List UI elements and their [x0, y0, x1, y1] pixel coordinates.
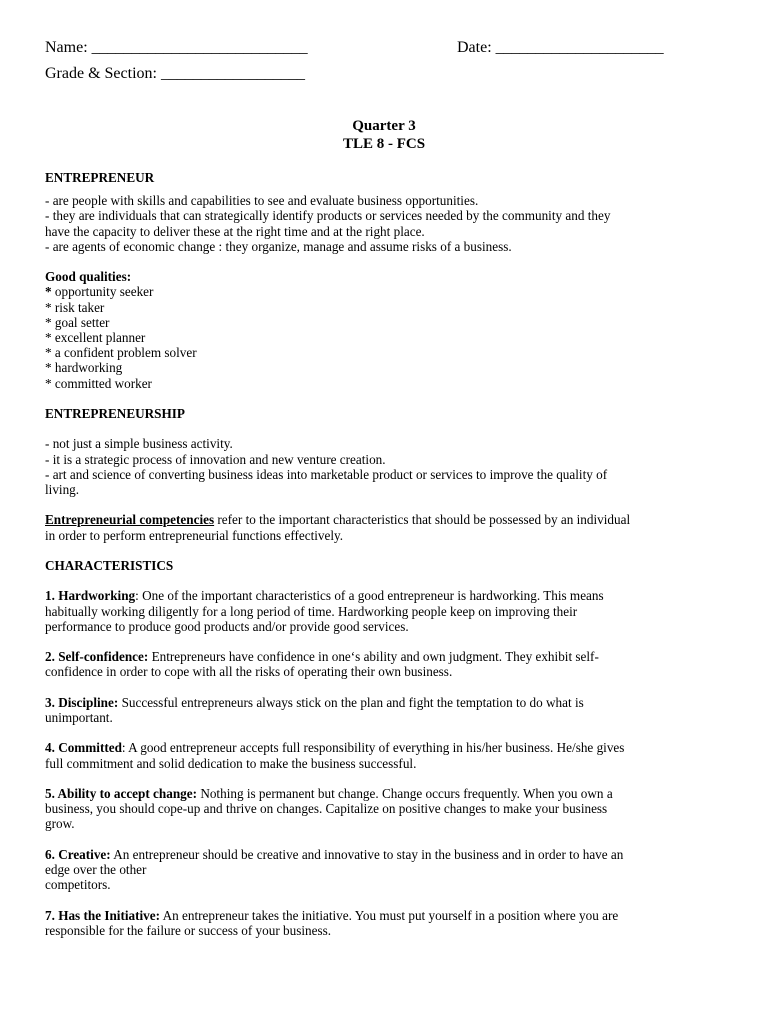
characteristic-text: business, you should cope-up and thrive on changes. Capitalize on positive changes to make your business: [45, 801, 608, 817]
characteristic-item: [45, 847, 725, 862]
entrepreneurship-line: living.: [45, 482, 80, 498]
grade-section-field-label: Grade & Section: __________________: [45, 65, 305, 82]
characteristic-label: 5. Ability to accept change:: [45, 785, 198, 801]
entrepreneur-line: - are agents of economic change : they organize, manage and assume risks of a business.: [45, 238, 512, 254]
entrepreneur-line: have the capacity to deliver these at the right time and at the right place.: [45, 223, 425, 239]
entrepreneurship-line: - it is a strategic process of innovation and new venture creation.: [45, 451, 386, 467]
good-qualities-heading: Good qualities:: [45, 269, 132, 285]
competencies-paragraph: [45, 512, 725, 527]
characteristics-heading: CHARACTERISTICS: [45, 558, 174, 573]
characteristic-item: [45, 649, 725, 664]
name-field-label: Name: ___________________________: [45, 39, 308, 56]
characteristic-label: 6. Creative:: [45, 846, 111, 862]
quality-item: * goal setter: [45, 314, 110, 330]
characteristic-item: [45, 695, 725, 710]
characteristic-text: confidence in order to cope with all the risks of operating their own business.: [45, 664, 453, 680]
characteristic-label: 4. Committed: [45, 740, 122, 756]
characteristic-text: responsible for the failure or success of your business.: [45, 922, 332, 938]
characteristic-text: competitors.: [45, 877, 111, 893]
characteristic-text: performance to produce good products and/or provide good services.: [45, 618, 409, 634]
characteristic-text: Nothing is permanent but change. Change occurs frequently. When you own a: [197, 785, 613, 801]
bullet-star: *: [45, 284, 52, 300]
characteristic-text: edge over the other: [45, 861, 147, 877]
characteristic-item: [45, 786, 725, 801]
competencies-text: in order to perform entrepreneurial functions effectively.: [45, 527, 344, 543]
quarter-title: Quarter 3: [352, 118, 416, 134]
quality-item-text: opportunity seeker: [51, 284, 154, 300]
entrepreneurship-line: - art and science of converting business ideas into marketable product or services to improve the quality of: [45, 466, 608, 482]
characteristic-text: habitually working diligently for a long period of time. Hardworking people keep on improving their: [45, 603, 578, 619]
entrepreneurship-heading: ENTREPRENEURSHIP: [45, 406, 185, 422]
document-body: [45, 170, 725, 938]
characteristic-text: unimportant.: [45, 709, 113, 725]
characteristic-text: : One of the important characteristics of a good entrepreneur is hardworking. This means: [135, 588, 604, 604]
characteristic-item: [45, 740, 725, 755]
quality-item: * a confident problem solver: [45, 345, 197, 361]
quality-item: [45, 284, 725, 299]
quality-item: * excellent planner: [45, 330, 146, 346]
entrepreneur-heading: ENTREPRENEUR: [45, 170, 155, 185]
characteristic-text: full commitment and solid dedication to make the business successful.: [45, 755, 417, 771]
characteristic-text: grow.: [45, 816, 75, 832]
quality-item: * hardworking: [45, 360, 123, 376]
characteristic-label: 3. Discipline:: [45, 694, 119, 710]
competencies-term: Entrepreneurial competencies: [45, 512, 215, 528]
characteristic-item: [45, 588, 725, 603]
characteristic-label: 2. Self-confidence:: [45, 649, 149, 665]
entrepreneur-line: - are people with skills and capabilities to see and evaluate business opportunities.: [45, 193, 479, 209]
characteristic-text: Entrepreneurs have confidence in one‘s ability and own judgment. They exhibit self-: [148, 649, 599, 665]
characteristic-text: An entrepreneur takes the initiative. You must put yourself in a position where you are: [160, 907, 619, 923]
characteristic-label: 7. Has the Initiative:: [45, 907, 161, 923]
characteristic-label: 1. Hardworking: [45, 588, 136, 604]
characteristic-text: : A good entrepreneur accepts full responsibility of everything in his/her business. He/she gives: [121, 740, 625, 756]
characteristic-item: [45, 908, 725, 923]
date-field-label: Date: _____________________: [457, 39, 664, 56]
quality-item: * committed worker: [45, 375, 152, 391]
entrepreneurship-line: - not just a simple business activity.: [45, 436, 233, 452]
quality-item: * risk taker: [45, 299, 105, 315]
characteristic-text: Successful entrepreneurs always stick on the plan and fight the temptation to do what is: [118, 694, 584, 710]
competencies-text: refer to the important characteristics that should be possessed by an individual: [214, 512, 631, 528]
characteristic-text: An entrepreneur should be creative and innovative to stay in the business and in order to have an: [110, 846, 624, 862]
entrepreneur-line: - they are individuals that can strategically identify products or services needed by the community and they: [45, 208, 611, 224]
subject-title: TLE 8 - FCS: [342, 136, 426, 152]
